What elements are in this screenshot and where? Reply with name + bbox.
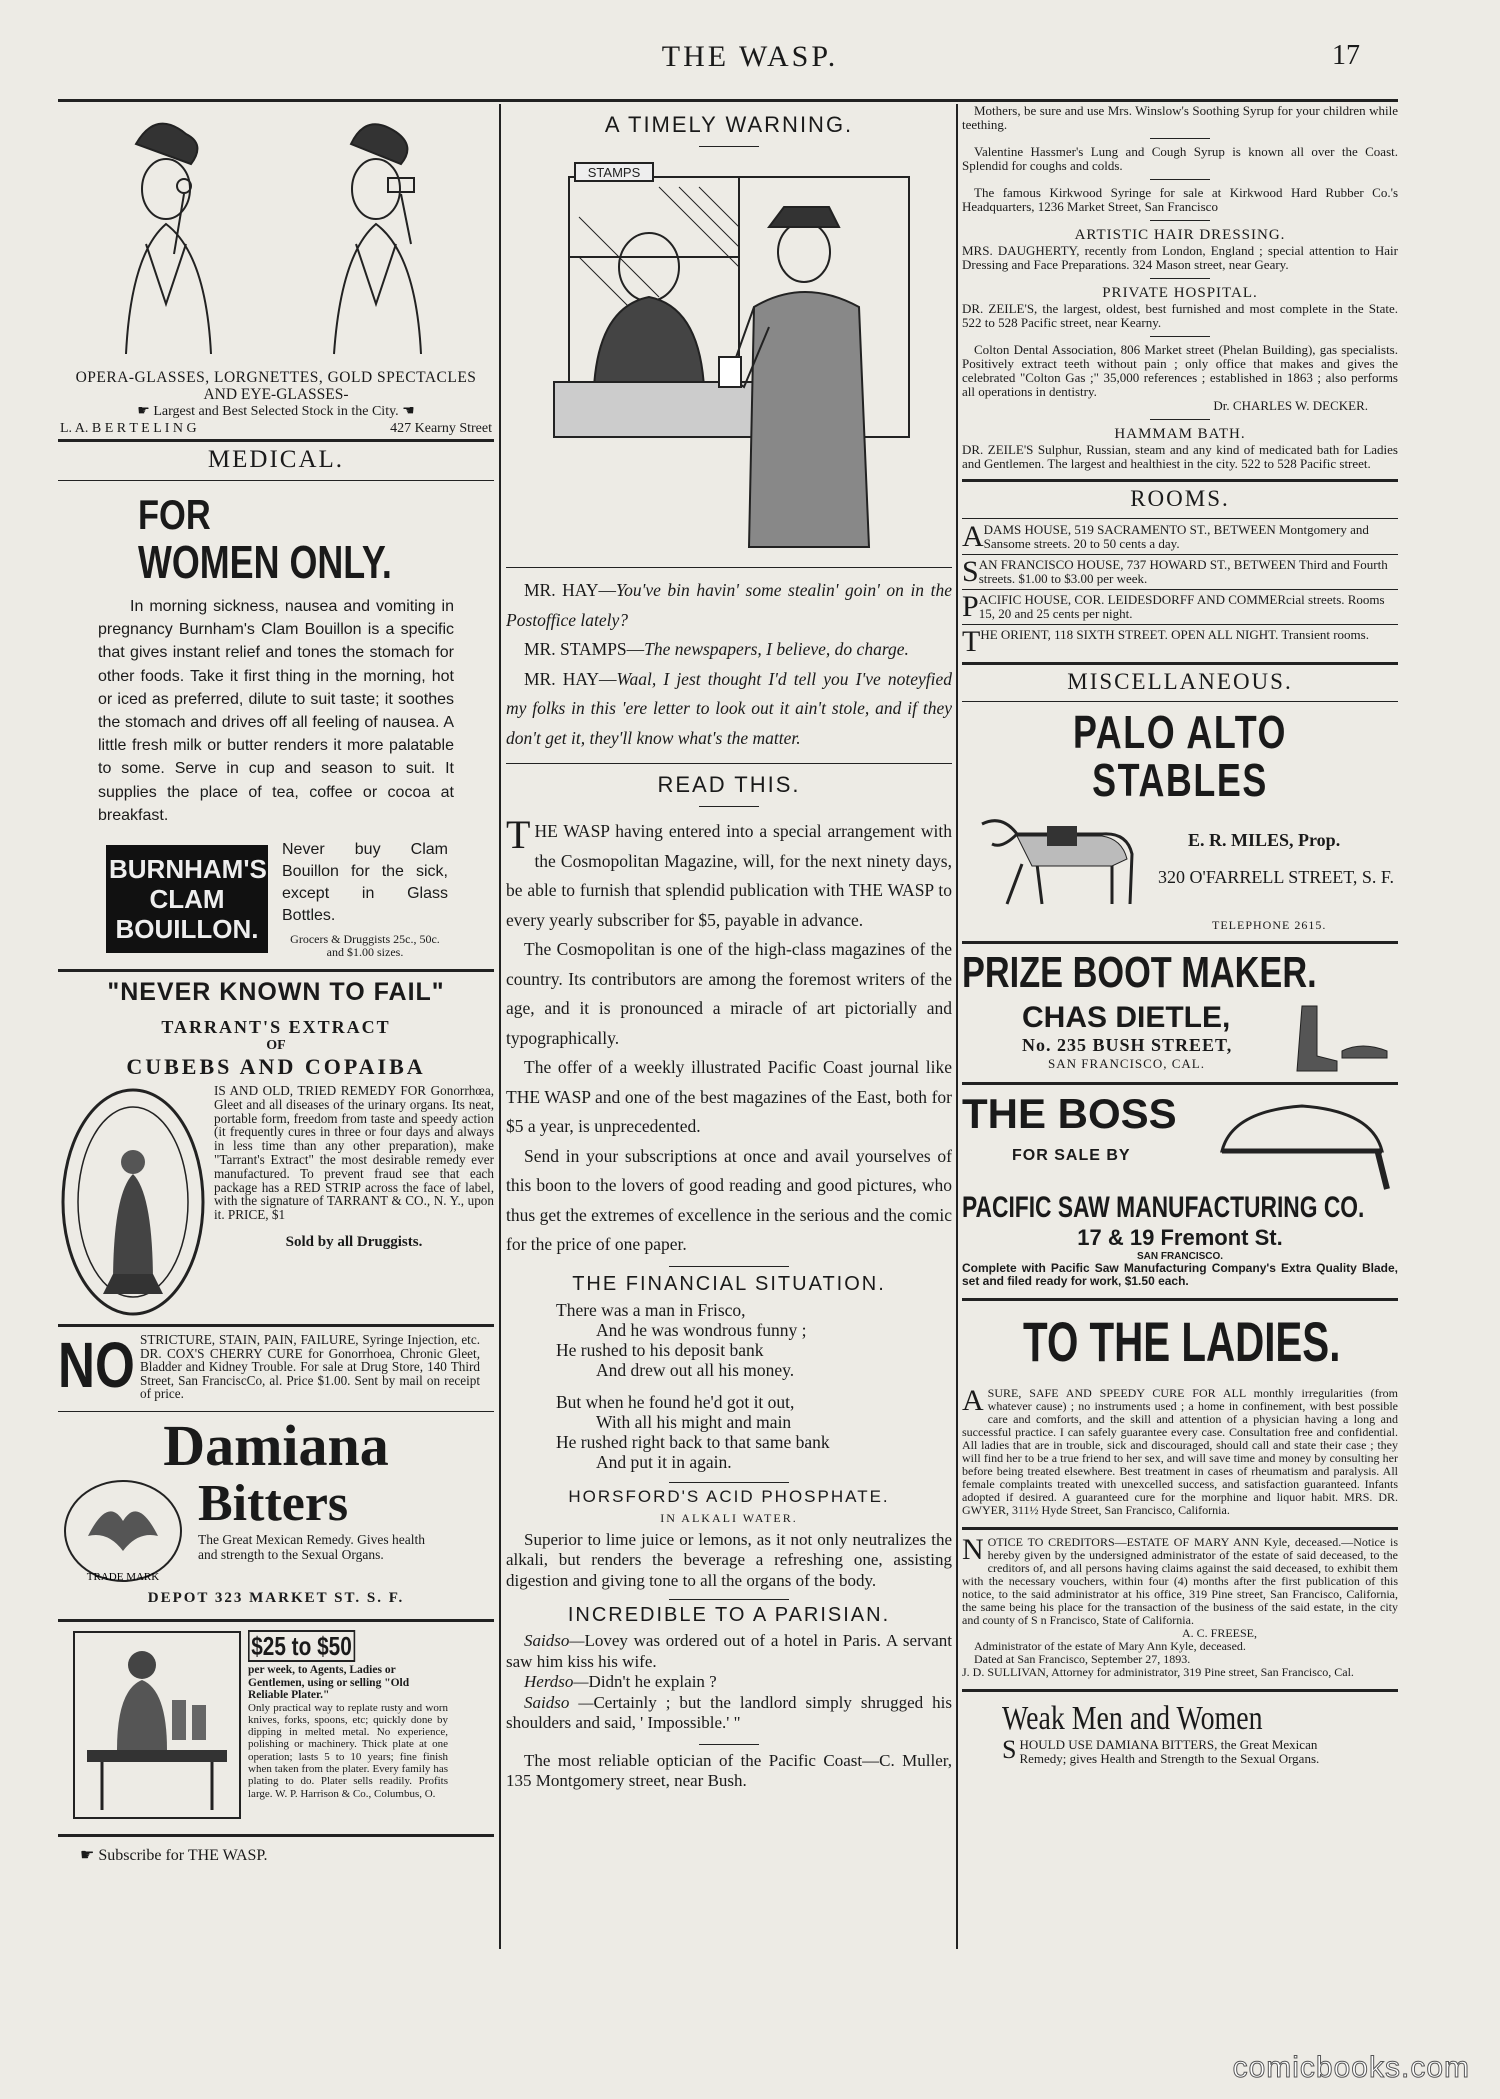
- stables-phone: TELEPHONE 2615.: [1212, 918, 1327, 932]
- column-left: [58, 104, 494, 1949]
- column-right: [962, 104, 1398, 1949]
- burnham-logo: BURNHAM'S CLAM BOUILLON.: [106, 845, 268, 953]
- opera-name: L. A. B E R T E L I N G: [60, 421, 197, 436]
- pointing-hand-icon: ☛: [80, 1847, 99, 1864]
- hassmer-item: Valentine Hassmer's Lung and Cough Syrup is known all over the Coast. Splendid for coughs and colds.: [962, 144, 1398, 173]
- financial-poem: There was a man in Frisco, And he was wondrous funny ; He rushed to his deposit bank And drew out all his money. But when he found he'd got it out, With all his might and main He rushed right back to that same bank And put it in again.: [556, 1299, 830, 1472]
- to-the-ladies-ad: [962, 1307, 1398, 1517]
- damiana-depot: DEPOT 323 MARKET ST. S. F.: [147, 1590, 405, 1606]
- opera-line1: OPERA-GLASSES, LORGNETTES, GOLD SPECTACLES: [75, 369, 477, 386]
- opera-line3: ☛ Largest and Best Selected Stock in the City. ☚: [137, 404, 415, 419]
- horsford-sub: IN ALKALI WATER.: [660, 1510, 798, 1525]
- rooms-item: S AN FRANCISCO HOUSE, 737 HOWARD ST., BETWEEN Third and Fourth streets. $1.00 to $3.00 per week.: [962, 555, 1388, 588]
- plater-price: $25 to $50: [248, 1630, 355, 1662]
- weak-men-body: SHOULD USE DAMIANA BITTERS, the Great Mexican Remedy; gives Health and Strength to the Sexual Organs.: [1002, 1735, 1320, 1766]
- opera-glasses-ad: [58, 104, 494, 437]
- dental-body: Colton Dental Association, 806 Market street (Phelan Building), gas specialists. Positively extract teeth without pain ; only office that makes and gives the celebrated "Colton Gas ;" 35,000 references ; established in 1863 ; also performs all operations in dentistry.: [962, 342, 1398, 399]
- boot-maker-city: SAN FRANCISCO, CAL.: [1048, 1055, 1205, 1071]
- boss-for-sale: FOR SALE BY: [1012, 1147, 1131, 1164]
- winslow-item: Mothers, be sure and use Mrs. Winslow's Soothing Syrup for your children while teething.: [962, 104, 1398, 132]
- boss-note: Complete with Pacific Saw Manufacturing Company's Extra Quality Blade, set and filed ready for work, $1.50 each.: [962, 1261, 1398, 1288]
- subscribe-line: ☛ Subscribe for THE WASP.: [80, 1847, 268, 1864]
- dental-sign: Dr. CHARLES W. DECKER.: [1213, 398, 1368, 413]
- notice-attorney: J. D. SULLIVAN, Attorney for administrator, 319 Pine street, San Francisco, Cal.: [962, 1665, 1354, 1679]
- notice-body: NOTICE TO CREDITORS—ESTATE OF MARY ANN Kyle, deceased.—Notice is hereby given by the undersigned administrator of the estate of said deceased, to the creditors of, and all persons having claims against the said deceased, to exhibit them with the necessary vouchers, within four (4) months after the first publication of this notice, to the said administrator at his office, 319 Pine street, San Francisco, California, the same being his place for the transaction of the business of the said estate, in the city and county of S n Francisco, State of California.: [962, 1533, 1398, 1627]
- tarrant-line1: TARRANT'S EXTRACT: [161, 1017, 391, 1038]
- read-this-heading: READ THIS.: [657, 772, 801, 797]
- column-rule: [956, 104, 958, 1949]
- pointing-hand-icon: ☚: [398, 404, 415, 419]
- unicum-remedium-seal-illustration: [58, 1084, 208, 1320]
- burnham-prices: Grocers & Druggists 25c., 50c. and $1.00 sizes.: [290, 932, 440, 960]
- stables-prop: E. R. MILES, Prop.: [1188, 830, 1341, 850]
- boss-title: THE BOSS: [962, 1090, 1177, 1137]
- tarrant-footer: Sold by all Druggists.: [285, 1234, 423, 1250]
- hospital-heading: PRIVATE HOSPITAL.: [1102, 285, 1258, 301]
- never-known-to-fail: "NEVER KNOWN TO FAIL": [107, 978, 445, 1007]
- opera-line2: AND EYE-GLASSES-: [203, 386, 349, 403]
- boss-company: PACIFIC SAW MANUFACTURING CO.: [962, 1191, 1365, 1224]
- timely-warning-heading: A TIMELY WARNING.: [604, 112, 854, 137]
- boss-address: 17 & 19 Fremont St.: [1077, 1225, 1283, 1250]
- boot-maker-title: PRIZE BOOT MAKER.: [962, 948, 1317, 997]
- post-office-cartoon-illustration: [539, 157, 919, 557]
- timely-dialogue-3: MR. HAY—Waal, I jest thought I'd tell you I've noteyfied my folks in this 'ere letter to look out it ain't stole, and if they don't get it, they'll know what's the matter.: [506, 668, 952, 748]
- boot-maker-name: CHAS DIETLE,: [1022, 1000, 1231, 1034]
- palo-alto-stables: PALO ALTO STABLES: [1072, 706, 1288, 806]
- read-this-p3: The offer of a weekly illustrated Pacific Coast journal like THE WASP and one of the best magazines of the East, both for $5 a year, is unprecedented.: [506, 1057, 952, 1136]
- ladies-with-opera-glasses-illustration: [66, 104, 486, 369]
- read-this-p1: THE WASP having entered into a special arrangement with the Cosmopolitan Magazine, will, for the next ninety days, be able to furnish that splendid publication with THE WASP to every yearly subscriber for $5, payable in advance.: [506, 812, 952, 930]
- ladies-body: ASURE, SAFE AND SPEEDY CURE FOR ALL monthly irregularities (from whatever cause) ; no instruments used ; a home in confinement, with best possible care and comforts, and the skill and attention of a physician having a long and successful practice. I can safely guarantee every case. Consultation free and confidential. All ladies that are in trouble, sick and discouraged, should call and state their case ; they will find her to be a true friend to her sex, and will save time and money by consulting her before being treated elsewhere. Best treatment in cases of rheumatism and paralysis. All female complaints treated with unexcelled success, and satisfaction guaranteed. Infants adopted if desired. A guaranteed cure for the morphine and liquor habit. MRS. DR. GWYER, 311½ Hyde Street, San Francisco, California.: [962, 1384, 1398, 1517]
- pointing-hand-icon: ☛: [137, 404, 154, 419]
- trademark-label: TRADE MARK: [86, 1571, 160, 1583]
- weak-men-ad: [962, 1700, 1398, 1766]
- plater-man-illustration: [72, 1630, 242, 1820]
- medical-heading: MEDICAL.: [207, 446, 345, 473]
- header-rule: [58, 99, 1398, 102]
- hair-heading: ARTISTIC HAIR DRESSING.: [1074, 227, 1286, 243]
- notice-dated: Dated at San Francisco, September 27, 1893.: [974, 1652, 1191, 1666]
- tarrant-body: IS AND OLD, TRIED REMEDY FOR Gonorrhœa, Gleet and all diseases of the urinary organs. Its neat, portable form, freedom from taste and speedy action (it frequently cures in three or four days and always in less time than any other preparation), make "Tarrant's Extract" the most desirable remedy ever manufactured. To prevent fraud see that each package has a RED STRIP across the face of label, with the signature of TARRANT & CO., N. Y., upon it. PRICE, $1: [214, 1083, 494, 1223]
- rooms-item: P ACIFIC HOUSE, COR. LEIDESDORFF AND COMMERcial streets. Rooms 15, 20 and 25 cents per night.: [962, 590, 1385, 623]
- hair-body: MRS. DAUGHERTY, recently from London, England ; special attention to Hair Dressing and Face Preparations. 324 Mason street, near Geary.: [962, 243, 1398, 272]
- eagle-emblem-illustration: [58, 1476, 188, 1586]
- damiana-title: Damiana: [163, 1413, 389, 1478]
- plater-headline: per week, to Agents, Ladies or Gentlemen, using or selling "Old Reliable Plater.": [248, 1664, 410, 1701]
- horse-illustration: [962, 804, 1152, 914]
- cherry-cure-ad: [58, 1329, 494, 1402]
- hospital-body: DR. ZEILE'S, the largest, oldest, best furnished and most complete in the State. 522 to 528 Pacific street, near Kearny.: [962, 301, 1398, 330]
- boss-saw-ad: [962, 1091, 1398, 1288]
- boot-maker-ad: [962, 950, 1398, 1076]
- stables-address: 320 O'FARRELL STREET, S. F.: [1158, 867, 1394, 887]
- for-heading: FOR: [138, 491, 211, 538]
- medical-section: [58, 446, 494, 959]
- horsford-body: Superior to lime juice or lemons, as it not only neutralizes the alkali, but renders the beverage a refreshing one, assisting digestion and giving tone to all the organs of the body.: [506, 1529, 952, 1590]
- misc-heading: MISCELLANEOUS.: [1067, 669, 1293, 694]
- parisian-line1: Saidso—Lovey was ordered out of a hotel in Paris. A servant saw him kiss his wife.: [506, 1631, 952, 1671]
- opera-address: 427 Kearny Street: [390, 421, 492, 436]
- boss-city: SAN FRANCISCO.: [1136, 1251, 1224, 1262]
- bitters-title: Bitters: [198, 1475, 349, 1532]
- tarrant-ad: [58, 978, 494, 1320]
- horsford-heading: HORSFORD'S ACID PHOSPHATE.: [568, 1486, 890, 1506]
- read-this-p2: The Cosmopolitan is one of the high-class magazines of the country. Its contributors are among the foremost writers of the age, and it is pronounced a miracle of art pictorially and typographically.: [506, 939, 952, 1048]
- damiana-desc: The Great Mexican Remedy. Gives health and strength to the Sexual Organs.: [198, 1532, 426, 1562]
- running-header: [0, 40, 1500, 80]
- notice-signer: A. C. FREESE,: [1182, 1626, 1258, 1640]
- creditors-notice: [962, 1533, 1398, 1679]
- damiana-ad: [58, 1413, 494, 1607]
- column-rule: [499, 104, 501, 1949]
- boot-maker-address: No. 235 BUSH STREET,: [1022, 1034, 1233, 1055]
- notice-role: Administrator of the estate of Mary Ann Kyle, deceased.: [974, 1639, 1246, 1653]
- cherry-cure-text: STRICTURE, STAIN, PAIN, FAILURE, Syringe Injection, etc. DR. COX'S CHERRY CURE for Gonorrhoea, Chronic Gleet, Bladder and Kidney Trouble. For sale at Drug Store, 140 Third Street, San FranciscCo, al. Price $1.00. Sent by mail on receipt of price.: [140, 1332, 480, 1402]
- boot-shoe-icon: [1292, 996, 1392, 1076]
- no-big-text: NO: [58, 1329, 135, 1402]
- plater-ad: [72, 1630, 494, 1820]
- page-number: 17: [1332, 40, 1360, 71]
- optician-notice: The most reliable optician of the Pacific Coast—C. Muller, 135 Montgomery street, near Bush.: [506, 1750, 952, 1790]
- burnham-side-text: Never buy Clam Bouillon for the sick, except in Glass Bottles.: [282, 841, 448, 925]
- weak-men-title: Weak Men and Women: [1002, 1700, 1263, 1737]
- burnham-body: In morning sickness, nausea and vomiting in pregnancy Burnham's Clam Bouillon is a specific that gives instant relief and tones the stomach for other foods. Take it first thing in the morning, hot or iced as preferred, dilute to suit taste; it soothes the stomach and drives off all feeling of nausea. A little fresh milk or butter renders it more palatable to some. Serve in cup and season to suit. It supplies the place of tea, coffee or cocoa at breakfast.: [98, 598, 454, 824]
- rooms-item: A DAMS HOUSE, 519 SACRAMENTO ST., BETWEEN Montgomery and Sansome streets. 20 to 50 cents a day.: [962, 520, 1369, 553]
- rooms-item: T HE ORIENT, 118 SIXTH STREET. OPEN ALL NIGHT. Transient rooms.: [962, 625, 1369, 658]
- read-this-p4: Send in your subscriptions at once and avail yourselves of this boon to the lovers of good reading and good pictures, who thus get the extremes of excellence in the serious and the comic for the price of one paper.: [506, 1145, 952, 1254]
- plater-body: Only practical way to replate rusty and worn knives, forks, spoons, etc; quickly done by dipping in melted metal. No experience, polishing or machinery. Thick plate at one operation; lasts 5 to 10 years; fine finish when taken from the plater. Every family has plating to do. Plater sells readily. Profits large. W. P. Harrison & Co., Columbus, O.: [248, 1701, 448, 1800]
- stamps-sign: STAMPS: [587, 165, 641, 180]
- hammam-heading: HAMMAM BATH.: [1114, 426, 1246, 442]
- parisian-line3: Saidso —Certainly ; but the landlord simply shrugged his shoulders and said, ' Impossible.' ": [506, 1692, 952, 1732]
- women-only-heading: WOMEN ONLY.: [138, 536, 392, 588]
- timely-dialogue-1: MR. HAY—You've bin havin' some stealin' goin' on in the Postoffice lately?: [506, 580, 952, 630]
- kirkwood-item: The famous Kirkwood Syringe for sale at Kirkwood Hard Rubber Co.'s Headquarters, 1236 Market Street, San Francisco: [962, 185, 1398, 214]
- timely-dialogue-2: MR. STAMPS—The newspapers, I believe, do charge.: [524, 639, 909, 659]
- bow-saw-illustration: [1212, 1091, 1392, 1191]
- column-middle: [506, 104, 952, 1949]
- parisian-heading: INCREDIBLE TO A PARISIAN.: [567, 1604, 891, 1626]
- rooms-list: [962, 520, 1398, 658]
- tarrant-line2: OF: [266, 1038, 286, 1054]
- parisian-line2: Herdso—Didn't he explain ?: [524, 1672, 717, 1691]
- ladies-title: TO THE LADIES.: [1023, 1310, 1341, 1373]
- site-watermark: comicbooks.com: [1232, 2051, 1470, 2084]
- tarrant-line3: CUBEBS AND COPAIBA: [126, 1054, 426, 1080]
- newspaper-title: THE WASP.: [661, 40, 839, 73]
- hammam-body: DR. ZEILE'S Sulphur, Russian, steam and any kind of medicated bath for Ladies and Gentlemen. The largest and healthiest in the city. 522 to 528 Pacific street.: [962, 442, 1398, 471]
- rooms-heading: ROOMS.: [1130, 486, 1230, 511]
- financial-heading: THE FINANCIAL SITUATION.: [572, 1272, 886, 1295]
